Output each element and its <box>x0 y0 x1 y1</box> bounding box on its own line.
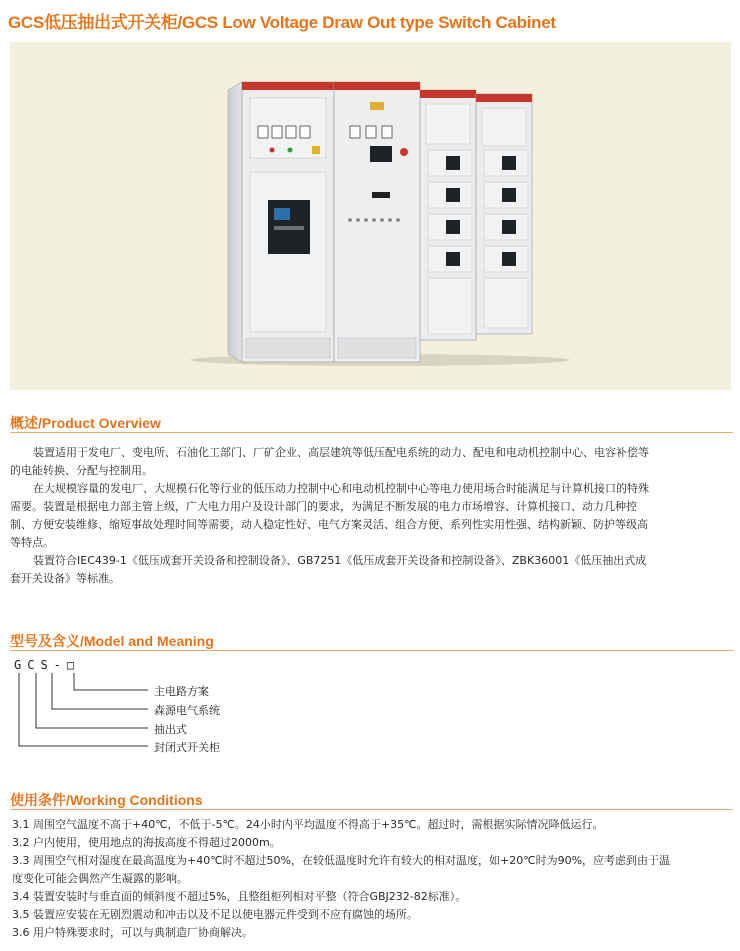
model-label-drawout: 抽出式 <box>154 723 187 736</box>
conditions-divider <box>10 809 733 810</box>
overview-p2-line3: 制、方便安装维修、缩短事故处理时间等需要，动人稳定性好、电气方案灵活、组合方便、系列性实用性强、结构新颖、防护等级高 <box>10 518 648 531</box>
overview-p2-line4: 等特点。 <box>10 536 54 549</box>
condition-item: 3.4 装置安装时与垂直面的倾斜度不超过5%，且整组柜列相对平整（符合GBJ232-82标准）。 <box>12 890 467 903</box>
model-label-enclosed: 封闭式开关柜 <box>154 741 220 754</box>
condition-item: 3.6 用户特殊要求时，可以与典制造厂协商解决。 <box>12 926 253 939</box>
overview-heading: 概述/Product Overview <box>10 415 161 431</box>
overview-p3-line1: 装置符合IEC439-1《低压成套开关设备和控制设备》、GB7251《低压成套开关设备和控制设备》、ZBK36001《低压抽出式成 <box>33 554 647 567</box>
condition-item: 3.2 户内使用，使用地点的海拔高度不得超过2000m。 <box>12 836 281 849</box>
condition-item: 3.1 周围空气温度不高于+40℃，不低于-5℃。24小时内平均温度不得高于+35℃。超过时，需根据实际情况降低运行。 <box>12 818 604 831</box>
overview-p2-line2: 需要。装置是根据电力部主管上级，广大电力用户及设计部门的要求，为满足不断发展的电力市场增容、计算机接口、动力几种控 <box>10 500 637 513</box>
conditions-heading: 使用条件/Working Conditions <box>10 792 203 808</box>
condition-item: 3.3 周围空气相对湿度在最高温度为+40℃时不超过50%，在较低温度时允许有较大的相对温度，如+20℃时为90%，应考虑到由于温 <box>12 854 671 867</box>
condition-item: 度变化可能会偶然产生凝露的影响。 <box>12 872 188 885</box>
overview-p1-line2: 的电能转换、分配与控制用。 <box>10 464 153 477</box>
model-heading: 型号及含义/Model and Meaning <box>10 633 214 649</box>
page-title: GCS低压抽出式开关柜/GCS Low Voltage Draw Out type Switch Cabinet <box>8 13 556 32</box>
model-label-main-circuit: 主电路方案 <box>154 685 209 698</box>
overview-p3-line2: 套开关设备》等标准。 <box>10 572 120 585</box>
overview-p2-line1: 在大规模容量的发电厂、大规模石化等行业的低压动力控制中心和电动机控制中心等电力使用场合时能满足与计算机接口的特殊 <box>33 482 649 495</box>
condition-item: 3.5 装置应安装在无剧烈震动和冲击以及不足以使电器元件受到不应有腐蚀的场所。 <box>12 908 418 921</box>
model-label-system: 森源电气系统 <box>154 704 220 717</box>
model-code: GCS-□ <box>14 658 81 672</box>
overview-p1-line1: 装置适用于发电厂、变电所、石油化工部门、厂矿企业、高层建筑等低压配电系统的动力、配电和电动机控制中心、电容补偿等 <box>33 446 649 459</box>
